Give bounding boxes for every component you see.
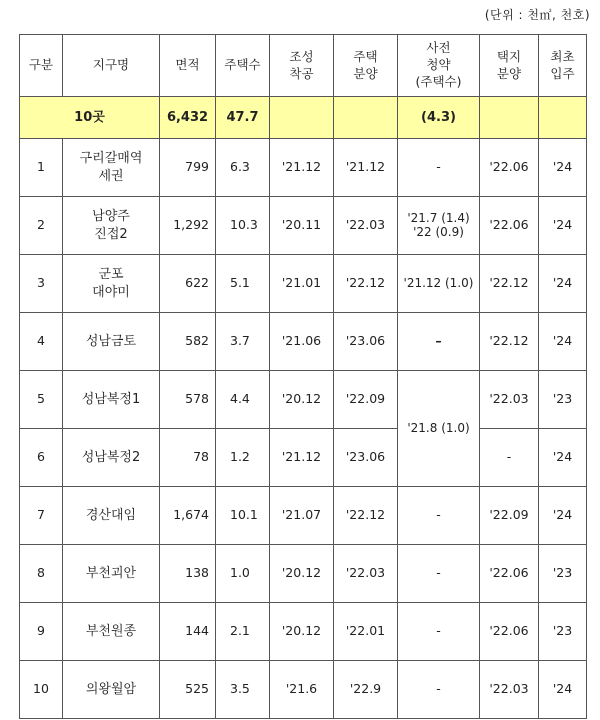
row-number: 10 <box>20 661 63 719</box>
table-row <box>20 603 587 661</box>
area-value: 144 <box>160 603 216 661</box>
district-name: 군포 대야미 <box>63 255 160 313</box>
construction-start-value: '20.12 <box>270 603 334 661</box>
move-in-value: '23 <box>539 545 587 603</box>
move-in-value: '24 <box>539 139 587 197</box>
header-row <box>20 35 587 97</box>
area-value: 622 <box>160 255 216 313</box>
table-row <box>20 487 587 545</box>
area-value: 138 <box>160 545 216 603</box>
houses-value: 3.7 <box>216 313 270 371</box>
housing-sale-value: '22.01 <box>334 603 398 661</box>
header-houses: 주택수 <box>216 35 270 97</box>
table-row <box>20 139 587 197</box>
pre-subscription-value: '21.12 (1.0) <box>398 255 480 313</box>
area-value: 582 <box>160 313 216 371</box>
district-name: 부천원종 <box>63 603 160 661</box>
move-in-value: '23 <box>539 371 587 429</box>
table-row <box>20 197 587 255</box>
header-district-name: 지구명 <box>63 35 160 97</box>
header-land-sale: 택지 분양 <box>480 35 539 97</box>
housing-sale-value: '23.06 <box>334 313 398 371</box>
summary-pre-subscription: (4.3) <box>398 97 480 139</box>
row-number: 6 <box>20 429 63 487</box>
data-table <box>19 34 587 719</box>
construction-start-value: '20.11 <box>270 197 334 255</box>
table-row <box>20 371 587 429</box>
header-pre-subscription: 사전 청약 (주택수) <box>398 35 480 97</box>
houses-value: 2.1 <box>216 603 270 661</box>
housing-sale-value: '23.06 <box>334 429 398 487</box>
move-in-value: '24 <box>539 313 587 371</box>
land-sale-value: - <box>480 429 539 487</box>
land-sale-value: '22.06 <box>480 197 539 255</box>
area-value: 1,674 <box>160 487 216 545</box>
row-number: 8 <box>20 545 63 603</box>
summary-empty <box>334 97 398 139</box>
row-number: 9 <box>20 603 63 661</box>
construction-start-value: '20.12 <box>270 545 334 603</box>
houses-value: 10.1 <box>216 487 270 545</box>
pre-subscription-value: – <box>398 313 480 371</box>
area-value: 525 <box>160 661 216 719</box>
unit-note: (단위 : 천㎡, 천호) <box>484 8 590 22</box>
housing-sale-value: '22.09 <box>334 371 398 429</box>
land-sale-value: '22.06 <box>480 139 539 197</box>
move-in-value: '24 <box>539 255 587 313</box>
district-name: 성남복정1 <box>63 371 160 429</box>
pre-subscription-value: - <box>398 545 480 603</box>
land-sale-value: '22.09 <box>480 487 539 545</box>
district-name: 경산대임 <box>63 487 160 545</box>
area-value: 1,292 <box>160 197 216 255</box>
header-division: 구분 <box>20 35 63 97</box>
area-value: 799 <box>160 139 216 197</box>
land-sale-value: '22.06 <box>480 545 539 603</box>
housing-sale-value: '22.9 <box>334 661 398 719</box>
housing-sale-value: '22.03 <box>334 197 398 255</box>
land-sale-value: '22.12 <box>480 255 539 313</box>
district-name: 구리갈매역 세권 <box>63 139 160 197</box>
construction-start-value: '21.07 <box>270 487 334 545</box>
summary-label: 10곳 <box>20 97 160 139</box>
summary-area: 6,432 <box>160 97 216 139</box>
move-in-value: '23 <box>539 603 587 661</box>
housing-sale-value: '22.12 <box>334 487 398 545</box>
construction-start-value: '21.12 <box>270 429 334 487</box>
housing-sale-value: '22.03 <box>334 545 398 603</box>
row-number: 4 <box>20 313 63 371</box>
row-number: 2 <box>20 197 63 255</box>
construction-start-value: '21.6 <box>270 661 334 719</box>
houses-value: 4.4 <box>216 371 270 429</box>
summary-row <box>20 97 587 139</box>
row-number: 1 <box>20 139 63 197</box>
area-value: 78 <box>160 429 216 487</box>
district-name: 의왕월암 <box>63 661 160 719</box>
construction-start-value: '20.12 <box>270 371 334 429</box>
summary-empty <box>539 97 587 139</box>
row-number: 3 <box>20 255 63 313</box>
houses-value: 5.1 <box>216 255 270 313</box>
table-row <box>20 255 587 313</box>
houses-value: 1.2 <box>216 429 270 487</box>
move-in-value: '24 <box>539 661 587 719</box>
land-sale-value: '22.03 <box>480 371 539 429</box>
table-row <box>20 545 587 603</box>
housing-sale-value: '21.12 <box>334 139 398 197</box>
district-name: 부천괴안 <box>63 545 160 603</box>
table-row <box>20 429 587 487</box>
pre-subscription-value: '21.8 (1.0) <box>398 371 480 487</box>
summary-empty <box>270 97 334 139</box>
district-name: 남양주 진접2 <box>63 197 160 255</box>
houses-value: 10.3 <box>216 197 270 255</box>
move-in-value: '24 <box>539 429 587 487</box>
table-row <box>20 661 587 719</box>
housing-sale-value: '22.12 <box>334 255 398 313</box>
pre-subscription-value: - <box>398 661 480 719</box>
pre-subscription-value: - <box>398 603 480 661</box>
row-number: 7 <box>20 487 63 545</box>
construction-start-value: '21.12 <box>270 139 334 197</box>
construction-start-value: '21.01 <box>270 255 334 313</box>
move-in-value: '24 <box>539 197 587 255</box>
move-in-value: '24 <box>539 487 587 545</box>
houses-value: 1.0 <box>216 545 270 603</box>
land-sale-value: '22.06 <box>480 603 539 661</box>
header-first-move-in: 최초 입주 <box>539 35 587 97</box>
pre-subscription-value: - <box>398 139 480 197</box>
header-construction-start: 조성 착공 <box>270 35 334 97</box>
houses-value: 3.5 <box>216 661 270 719</box>
summary-houses: 47.7 <box>216 97 270 139</box>
summary-empty <box>480 97 539 139</box>
land-sale-value: '22.12 <box>480 313 539 371</box>
land-sale-value: '22.03 <box>480 661 539 719</box>
header-housing-sale: 주택 분양 <box>334 35 398 97</box>
houses-value: 6.3 <box>216 139 270 197</box>
construction-start-value: '21.06 <box>270 313 334 371</box>
table-row <box>20 313 587 371</box>
district-name: 성남금토 <box>63 313 160 371</box>
pre-subscription-value: '21.7 (1.4) '22 (0.9) <box>398 197 480 255</box>
header-area: 면적 <box>160 35 216 97</box>
area-value: 578 <box>160 371 216 429</box>
row-number: 5 <box>20 371 63 429</box>
district-name: 성남복정2 <box>63 429 160 487</box>
pre-subscription-value: - <box>398 487 480 545</box>
